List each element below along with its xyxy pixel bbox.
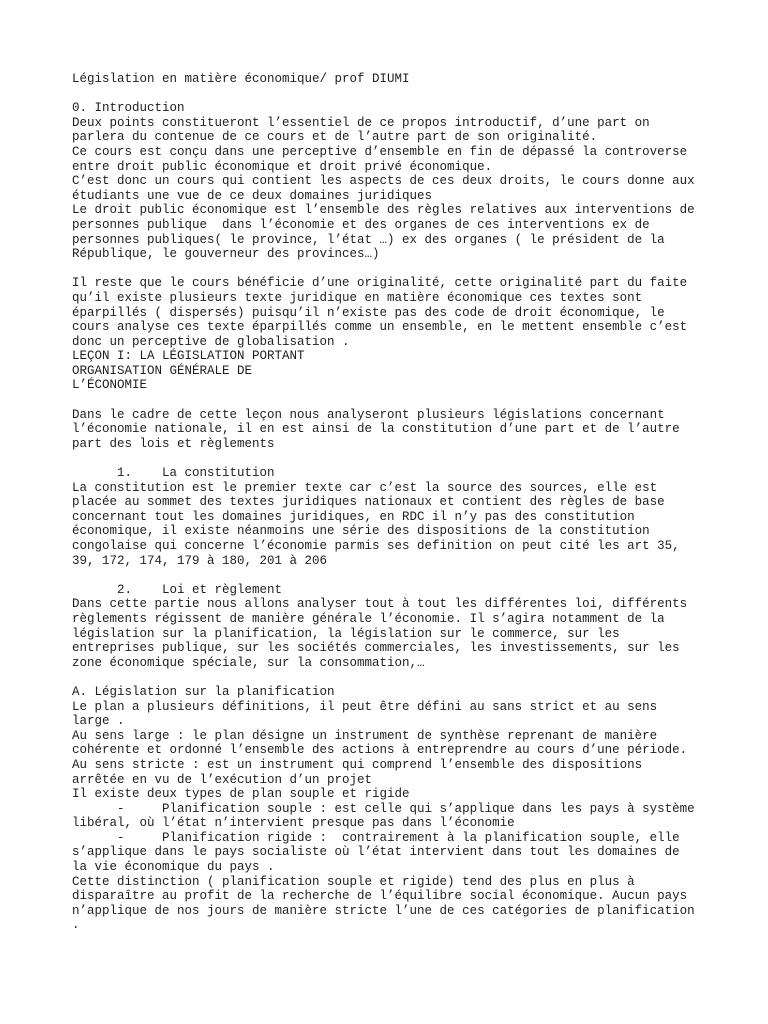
text-line: législation sur la planification, la législation sur le commerce, sur les <box>72 626 620 641</box>
text-line: C’est donc un cours qui contient les aspects de ces deux droits, le cours donne aux <box>72 174 695 189</box>
text-line: Le droit public économique est l’ensemble des règles relatives aux interventions de <box>72 203 695 218</box>
text-line: disparaître au profit de la recherche de l’équilibre social économique. Aucun pays <box>72 889 688 904</box>
text-line: personnes publiques( le province, l’état …) ex des organes ( le président de la <box>72 232 665 247</box>
text-line: l’économie nationale, il en est ainsi de la constitution d’une part et de l’autre <box>72 422 680 437</box>
text-line: - Planification rigide : contrairement à la planification souple, elle <box>72 830 680 845</box>
text-line: 0. Introduction <box>72 101 185 116</box>
text-line: Il reste que le cours bénéficie d’une originalité, cette originalité part du faite <box>72 276 688 291</box>
text-line: qu’il existe plusieurs texte juridique en matière économique ces textes sont <box>72 290 643 305</box>
text-line: L’ÉCONOMIE <box>72 378 148 393</box>
text-line: République, le gouverneur des provinces…) <box>72 247 380 262</box>
text-line: Dans cette partie nous allons analyser tout à tout les différentes loi, différents <box>72 597 688 612</box>
text-line: 2. Loi et règlement <box>72 582 283 597</box>
text-line: entre droit public économique et droit privé économique. <box>72 159 493 174</box>
blank-line <box>72 87 712 102</box>
text-line: entreprises publique, sur les sociétés commerciales, les investissements, sur les <box>72 641 680 656</box>
text-line: personnes publique dans l’économie et des organes de ces interventions ex de <box>72 217 650 232</box>
text-line: 39, 172, 174, 179 à 180, 201 à 206 <box>72 553 328 568</box>
text-line: éparpillés ( dispersés) puisqu’il n’existe pas des code de droit économique, le <box>72 305 665 320</box>
document-page <box>72 72 712 933</box>
text-line: parlera du contenue de ce cours et de l’autre part de son originalité. <box>72 130 598 145</box>
text-line: s’applique dans le pays socialiste où l’état intervient dans tout les domaines de <box>72 845 680 860</box>
text-line: zone économique spéciale, sur la consommation,… <box>72 655 425 670</box>
text-line: la vie économique du pays . <box>72 860 275 875</box>
text-line: Au sens large : le plan désigne un instrument de synthèse reprenant de manière <box>72 728 658 743</box>
text-line: LEÇON I: LA LÉGISLATION PORTANT <box>72 349 305 364</box>
text-line: concernant tout les domaines juridiques, en RDC il n’y pas des constitution <box>72 509 635 524</box>
text-line: arrêtée en vu de l’exécution d’un projet <box>72 772 373 787</box>
text-line: libéral, où l’état n’intervient presque pas dans l’économie <box>72 816 515 831</box>
text-line: A. Législation sur la planification <box>72 684 335 699</box>
text-line: . <box>72 918 80 933</box>
blank-line <box>72 262 712 277</box>
text-line: Ce cours est conçu dans une perceptive d’ensemble en fin de dépassé la controverse <box>72 144 688 159</box>
text-line: 1. La constitution <box>72 466 275 481</box>
text-line: Le plan a plusieurs définitions, il peut être défini au sans strict et au sens <box>72 699 658 714</box>
text-line: Il existe deux types de plan souple et rigide <box>72 787 410 802</box>
text-line: règlements régissent de manière générale l’économie. Il s’agira notamment de la <box>72 611 665 626</box>
text-line: Au sens stricte : est un instrument qui comprend l’ensemble des dispositions <box>72 757 643 772</box>
text-line: Deux points constitueront l’essentiel de ce propos introductif, d’une part on <box>72 115 650 130</box>
text-line: congolaise qui concerne l’économie parmis ses definition on peut cité les art 35, <box>72 539 680 553</box>
text-line: large . <box>72 714 125 729</box>
text-line: Dans le cadre de cette leçon nous analyseront plusieurs législations concernant <box>72 407 665 422</box>
blank-line <box>72 393 712 408</box>
text-line: La constitution est le premier texte car c’est la source des sources, elle est <box>72 480 658 495</box>
blank-line <box>72 670 712 685</box>
text-line: - Planification souple : est celle qui s’applique dans les pays à système <box>72 801 695 816</box>
text-line: part des lois et règlements <box>72 436 275 451</box>
blank-line <box>72 451 712 466</box>
text-line: économique, il existe néanmoins une série des dispositions de la constitution <box>72 524 650 539</box>
text-line: Législation en matière économique/ prof DIUMI <box>72 72 410 86</box>
text-line: n’applique de nos jours de manière stricte l’une de ces catégories de planification <box>72 903 695 918</box>
text-line: étudiants une vue de ce deux domaines juridiques <box>72 188 433 203</box>
text-line: cohérente et ordonné l’ensemble des actions à entreprendre au cours d’une période. <box>72 743 688 758</box>
blank-line <box>72 568 712 583</box>
text-line: cours analyse ces texte éparpillés comme un ensemble, en le mettent ensemble c’est <box>72 320 688 335</box>
text-line: Cette distinction ( planification souple et rigide) tend des plus en plus à <box>72 874 635 889</box>
text-line: placée au sommet des textes juridiques nationaux et contient des règles de base <box>72 495 665 510</box>
text-line: ORGANISATION GÉNÉRALE DE <box>72 363 253 378</box>
text-line: donc un perceptive de globalisation . <box>72 334 350 349</box>
